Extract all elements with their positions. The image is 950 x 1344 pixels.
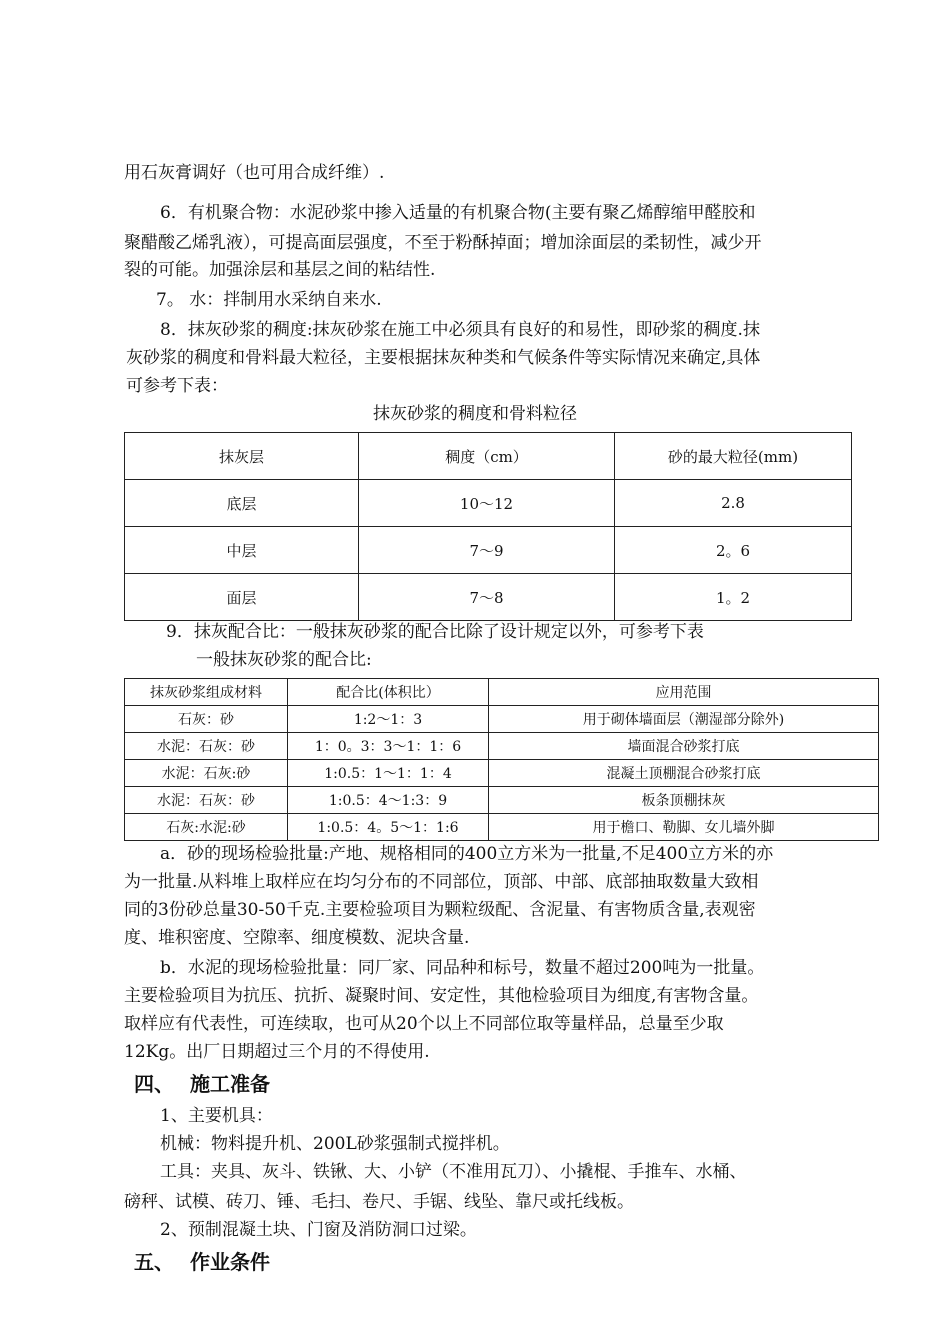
table-cell: 1:0.5：1～1：1：4 — [288, 760, 489, 787]
table-cell: 1。2 — [615, 574, 852, 621]
section-heading — [134, 1072, 270, 1096]
paragraph-line: 6．有机聚合物：水泥砂浆中掺入适量的有机聚合物(主要有聚乙烯醇缩甲醛胶和 — [160, 203, 756, 223]
table-cell: 混凝土顶棚混合砂浆打底 — [489, 760, 879, 787]
table-cell: 水泥：石灰:砂 — [125, 760, 288, 787]
table-row — [125, 480, 852, 527]
table-cell: 水泥：石灰：砂 — [125, 787, 288, 814]
table-cell: 墙面混合砂浆打底 — [489, 733, 879, 760]
paragraph-line: 9．抹灰配合比：一般抹灰砂浆的配合比除了设计规定以外，可参考下表 — [166, 622, 704, 642]
paragraph-line: 灰砂浆的稠度和骨料最大粒径，主要根据抹灰种类和气候条件等实际情况来确定,具体 — [126, 348, 761, 368]
table-cell: 中层 — [125, 527, 359, 574]
paragraph-line: 可参考下表： — [126, 376, 228, 396]
paragraph-line: 8．抹灰砂浆的稠度:抹灰砂浆在施工中必须具有良好的和易性，即砂浆的稠度.抹 — [160, 320, 760, 340]
table-cell: 用于檐口、勒脚、女儿墙外脚 — [489, 814, 879, 841]
table-cell: 2.8 — [615, 480, 852, 527]
table-cell: 1:0.5：4。5～1：1:6 — [288, 814, 489, 841]
paragraph-line: 12Kg。出厂日期超过三个月的不得使用. — [124, 1042, 430, 1062]
table-row — [125, 733, 879, 760]
paragraph-line: b．水泥的现场检验批量：同厂家、同品种和标号，数量不超过200吨为一批量。 — [160, 958, 765, 978]
section-number: 四、 — [134, 1072, 174, 1096]
section-title: 施工准备 — [190, 1072, 270, 1096]
paragraph-line: 机械：物料提升机、200L砂浆强制式搅拌机。 — [160, 1134, 510, 1154]
paragraph-line: 主要检验项目为抗压、抗折、凝聚时间、安定性，其他检验项目为细度,有害物含量。 — [124, 986, 759, 1006]
header-cell: 抹灰砂浆组成材料 — [125, 679, 288, 706]
paragraph-line: 取样应有代表性，可连续取，也可从20个以上不同部位取等量样品，总量至少取 — [124, 1014, 724, 1034]
table-cell: 2。6 — [615, 527, 852, 574]
section-heading — [134, 1250, 270, 1274]
table-cell: 1:0.5：4～1:3：9 — [288, 787, 489, 814]
table-row — [125, 527, 852, 574]
header-cell: 配合比(体积比） — [288, 679, 489, 706]
table-row — [125, 760, 879, 787]
table-header-row — [125, 433, 852, 480]
header-cell: 砂的最大粒径(mm) — [615, 433, 852, 480]
paragraph-line: 用石灰膏调好（也可用合成纤维）. — [124, 163, 385, 183]
paragraph-line: 7。 水：拌制用水采纳自来水. — [156, 290, 382, 310]
table-cell: 1：0。3：3～1：1：6 — [288, 733, 489, 760]
table-title: 抹灰砂浆的稠度和骨料粒径 — [373, 404, 577, 424]
table-row — [125, 574, 852, 621]
table-cell: 7～8 — [359, 574, 615, 621]
table-cell: 石灰:水泥:砂 — [125, 814, 288, 841]
header-cell: 应用范围 — [489, 679, 879, 706]
table-header-row — [125, 679, 879, 706]
table-cell: 1:2～1：3 — [288, 706, 489, 733]
table-cell: 板条顶棚抹灰 — [489, 787, 879, 814]
paragraph-line: 1、主要机具： — [160, 1106, 273, 1126]
table-row — [125, 787, 879, 814]
table-cell: 面层 — [125, 574, 359, 621]
section-number: 五、 — [134, 1250, 174, 1274]
paragraph-line: 2、预制混凝土块、门窗及消防洞口过梁。 — [160, 1220, 477, 1240]
table-cell: 用于砌体墙面层（潮湿部分除外) — [489, 706, 879, 733]
mix-ratio-table — [124, 678, 879, 841]
table-cell: 石灰：砂 — [125, 706, 288, 733]
table-cell: 底层 — [125, 480, 359, 527]
paragraph-line: 磅秤、试模、砖刀、锤、毛扫、卷尺、手锯、线坠、靠尺或托线板。 — [124, 1192, 634, 1212]
paragraph-line: 为一批量.从料堆上取样应在均匀分布的不同部位，顶部、中部、底部抽取数量大致相 — [124, 872, 759, 892]
paragraph-line: 度、堆积密度、空隙率、细度模数、泥块含量. — [124, 928, 470, 948]
consistency-table — [124, 432, 852, 621]
table-cell: 水泥：石灰：砂 — [125, 733, 288, 760]
paragraph-line: 工具：夹具、灰斗、铁锹、大、小铲（不准用瓦刀）、小撬棍、手推车、水桶、 — [160, 1162, 747, 1182]
table-title: 一般抹灰砂浆的配合比: — [196, 650, 372, 670]
paragraph-line: 同的3份砂总量30-50千克.主要检验项目为颗粒级配、含泥量、有害物质含量,表观密 — [124, 900, 756, 920]
paragraph-line: 聚醋酸乙烯乳液），可提高面层强度，不至于粉酥掉面；增加涂面层的柔韧性，减少开 — [124, 233, 762, 253]
table-row — [125, 814, 879, 841]
section-title: 作业条件 — [190, 1250, 270, 1274]
header-cell: 抹灰层 — [125, 433, 359, 480]
table-cell: 10～12 — [359, 480, 615, 527]
header-cell: 稠度（cm） — [359, 433, 615, 480]
paragraph-line: a．砂的现场检验批量:产地、规格相同的400立方米为一批量,不足400立方米的亦 — [160, 844, 774, 864]
table-row — [125, 706, 879, 733]
paragraph-line: 裂的可能。加强涂层和基层之间的粘结性. — [124, 260, 436, 280]
table-cell: 7～9 — [359, 527, 615, 574]
